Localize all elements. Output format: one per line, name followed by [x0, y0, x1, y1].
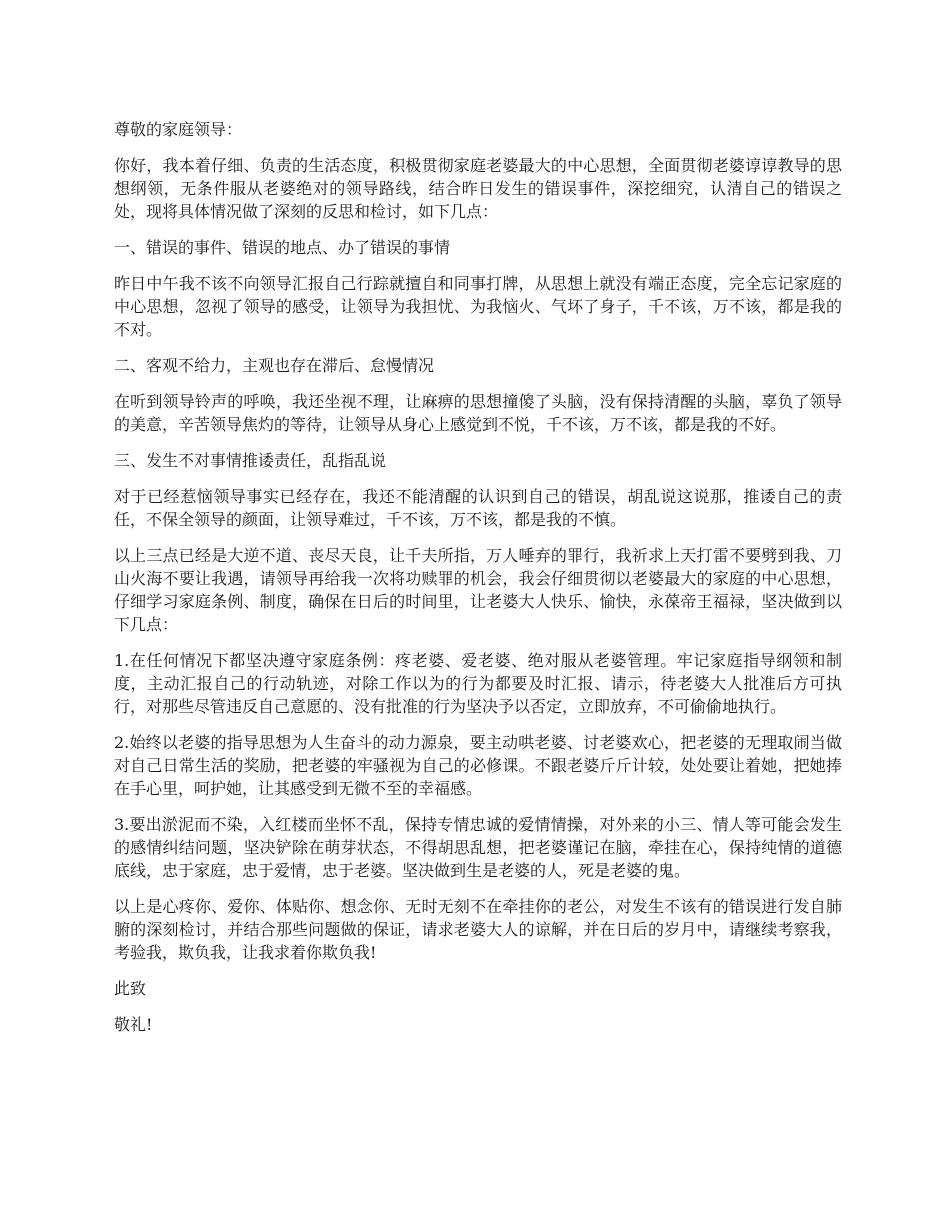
pledge-3: 3.要出淤泥而不染，入红楼而坐怀不乱，保持专情忠诚的爱情情操，对外来的小三、情人等可能会发生的感情纠结问题，坚决铲除在萌芽状态，不得胡思乱想，把老婆谨记在脑，牵挂在心，保持纯情的道德底线，忠于家庭，忠于爱情，忠于老婆。坚决做到生是老婆的人，死是老婆的鬼。: [114, 815, 842, 880]
section-2-body: 在听到领导铃声的呼唤，我还坐视不理，让麻痹的思想撞傻了头脑，没有保持清醒的头脑，辜负了领导的美意，辛苦领导焦灼的等待，让领导从身心上感觉到不悦，千不该，万不该，都是我的不好。: [114, 392, 842, 434]
pledge-2: 2.始终以老婆的指导思想为人生奋斗的动力源泉，要主动哄老婆、讨老婆欢心，把老婆的无理取闹当做对自己日常生活的奖励，把老婆的牢骚视为自己的必修课。不跟老婆斤斤计较，处处要让着她，把她捧在手心里，呵护她，让其感受到无微不至的幸福感。: [114, 733, 842, 798]
summary-paragraph: 以上三点已经是大逆不道、丧尽天良，让千夫所指，万人唾弃的罪行，我祈求上天打雷不要劈到我、刀山火海不要让我遇，请领导再给我一次将功赎罪的机会，我会仔细贯彻以老婆最大的家庭的中心思想，仔细学习家庭条例、制度，确保在日后的时间里，让老婆大人快乐、愉快，永葆帝王福禄，坚决做到以下几点：: [114, 546, 842, 634]
letter-page: [114, 118, 842, 1049]
section-2-heading: 二、客观不给力，主观也存在滞后、怠慢情况: [114, 356, 435, 375]
section-3-body: 对于已经惹恼领导事实已经存在，我还不能清醒的认识到自己的错误，胡乱说这说那，推诿自己的责任，不保全领导的颜面，让领导难过，千不该，万不该，都是我的不慎。: [114, 487, 842, 529]
salutation: 尊敬的家庭领导：: [114, 120, 243, 139]
intro-paragraph: 你好，我本着仔细、负责的生活态度，积极贯彻家庭老婆最大的中心思想，全面贯彻老婆谆谆教导的思想纲领，无条件服从老婆绝对的领导路线，结合昨日发生的错误事件，深挖细究，认清自己的错误之处，现将具体情况做了深刻的反思和检讨，如下几点：: [114, 156, 842, 221]
section-1-heading: 一、错误的事件、错误的地点、办了错误的事情: [114, 238, 451, 257]
section-3-heading: 三、发生不对事情推诿责任，乱指乱说: [114, 451, 387, 470]
closing-line-2: 敬礼!: [114, 1015, 153, 1034]
conclusion-paragraph: 以上是心疼你、爱你、体贴你、想念你、无时无刻不在牵挂你的老公，对发生不该有的错误进行发自肺腑的深刻检讨，并结合那些问题做的保证，请求老婆大人的谅解，并在日后的岁月中，请继续考察我，考验我，欺负我，让我求着你欺负我!: [114, 897, 842, 962]
section-1-body: 昨日中午我不该不向领导汇报自己行踪就擅自和同事打牌，从思想上就没有端正态度，完全忘记家庭的中心思想，忽视了领导的感受，让领导为我担忧、为我恼火、气坏了身子，千不该，万不该，都是我的不对。: [114, 274, 842, 339]
pledge-1: 1.在任何情况下都坚决遵守家庭条例：疼老婆、爱老婆、绝对服从老婆管理。牢记家庭指导纲领和制度，主动汇报自己的行动轨迹，对除工作以为的行为都要及时汇报、请示，待老婆大人批准后方可执行，对那些尽管违反自己意愿的、没有批准的行为坚决予以否定，立即放弃，不可偷偷地执行。: [114, 651, 842, 716]
closing-line-1: 此致: [114, 979, 147, 998]
